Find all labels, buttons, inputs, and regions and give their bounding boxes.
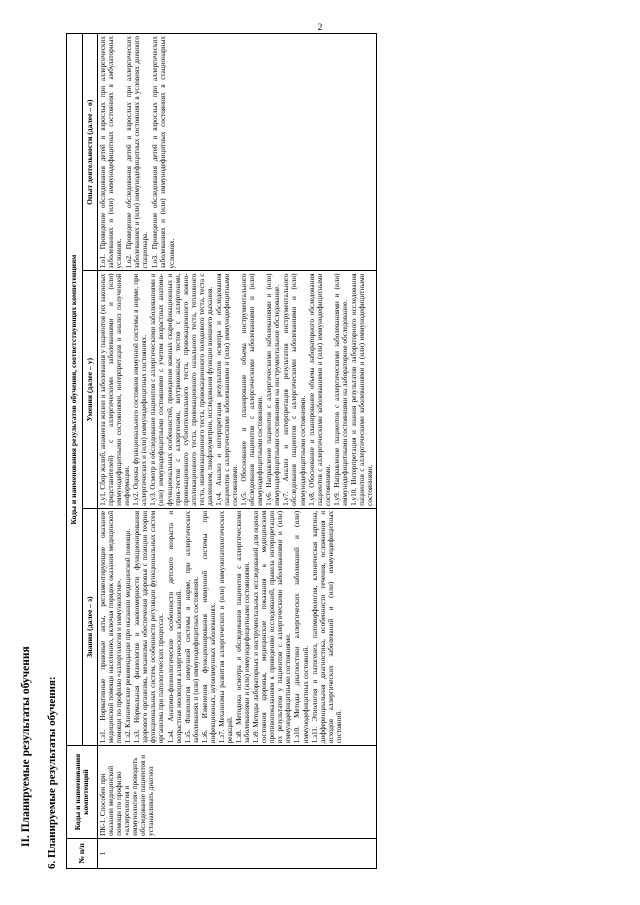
- row-skills: 1.у1. Сбор жалоб, анамнеза жизни и заболевания у пациентов (их законных представителей) с аллергическими заболеваниями и (или) иммунодефицитными состояниями, интерпретация и анализ полученной информации. 1.у2. Оценка функционального состояния иммунной системы в норме, при аллергических и (или) иммунодефицитных состояниях. 1.у3. Осмотр и обследование пациентов с аллергическими заболеваниями и (или) иммунодефицитными состояниями с учетом возрастных анатомо-функциональных особенностей, проведение кожных скарификационных и прик-тестов с аллергенами, внутрикожных тестов с аллергенами, провокационного субэпителиального теста, провокационного кожно-аппликационного теста, провокационного назального теста, тепловного теста, ишемизационного теста, провокационного холодового теста, теста с давлением, пикфлоуметрии, исследования функции внешнего дыхания. 1.у4. Анализ и интерпретация результатов осмотра и обследования пациентов с аллергическими заболеваниями и (или) иммунодефицитными состояниями. 1.у5. Обоснование и планирование объема инструментального обследования пациентов с аллергическими заболеваниями и (или) иммунодефицитными состояниями. 1.у6. Направление пациентов с аллергическими заболеваниями и (или) иммунодефицитными состояниями на инструментальное обследование. 1.у7. Анализ и интерпретация результатов инструментального обследования пациентов с аллергическими заболеваниями и (или) иммунодефицитными состояниями. 1.у8. Обоснование и планирование объема лабораторного обследования пациентов с аллергическими заболеваниями и (или) иммунодефицитными состояниями. 1.у9. Направление пациентов с аллергическими заболеваниями и (или) иммунодефицитными состояниями на лабораторное обследование. 1.у10. Интерпретация и знания результатов лабораторного исследования пациентов с аллергическими заболеваниями и (или) иммунодефицитными состояниями.: [98, 271, 377, 508]
- row-knowledge: 1.з1. Нормативные правовые акты, регламентирующие оказание медицинской помощи населению, включая порядок оказания медицинской помощи по профилю «аллергология и иммунология». 1.з2. Клинические рекомендации при оказании медицинской помощи. 1.з3. Нормальная физиология и закономерности функционирования здорового организма, механизмы обеспечения здоровья с позиции теории функциональных систем, особенности регуляции функциональных систем организма при патологических процессах. 1.з4. Анатомо-физиологические особенности детского возраста и возрастная эволюция аллергических заболеваний. 1.з5. Физиология иммунной системы в норме, при аллергических заболеваниях и (или) иммунодефицитных состояниях. 1.з6. Изменения функционирования иммунной системы при инфекционных, аутоиммунных заболеваниях. 1.з7. Механизмы развития аллергических и (или) иммунопатологических реакций. 1.з8. Методика осмотра и обследования пациентов с аллергическими заболеваниями и (или) иммунодефицитными состояниями. 1.з9. Методы лабораторных и инструментальных исследований для оценки состояния здоровья, медицинские показания к медицинским противопоказаниям к проведению исследований, правила интерпретации их результатов у пациентов с аллергическими заболеваниями и (или) иммунодефицитными состояниями. 1.з10. Методы диагностики аллергических заболеваний и (или) иммунодефицитных состояний. 1.з11. Этиология и патогенез, патоморфология, клиническая картина, дифференциальная диагностика, особенности течения, осложнения и исходов аллергических заболеваний и (или) иммунодефицитных состояний.: [98, 508, 377, 745]
- row-competence: ПК-1. Способен при оказании медицинской помощи по профилю «аллергология и иммунология» проводить обследование пациентов и устанавливать диагноз: [98, 746, 377, 839]
- table-subheader-row: [82, 34, 98, 869]
- page-number: 2: [317, 22, 323, 32]
- row-number: 1: [98, 838, 377, 868]
- header-number: № п/п: [67, 838, 98, 868]
- learning-results-table: [66, 33, 377, 869]
- header-skills: Умения (далее – у): [82, 271, 98, 508]
- table-row: [98, 34, 377, 869]
- header-experience: Опыт деятельности (далее – о): [82, 34, 98, 271]
- table-header-row: [67, 34, 83, 869]
- row-experience: 1.о1. Проведение обследования детей и взрослых при аллергических заболеваниях и (или) иммунодефицитных состояниях в амбулаторных условиях. 1.о2. Проведение обследования детей и взрослых при аллергических заболеваниях и (или) иммунодефицитных состояниях в условиях дневного стационара. 1.о3. Проведение обследования детей и взрослых при аллергических заболеваниях и (или) иммунодефицитных состояниях в стационарных условиях.: [98, 34, 377, 271]
- header-competences: Коды и наименования компетенций: [67, 746, 98, 839]
- header-results: Коды и наименования результатов обучения, соответствующих компетенциям: [67, 34, 83, 746]
- section-heading: II. Планируемые результаты обучения: [20, 646, 32, 847]
- header-knowledge: Знания (далее – з): [82, 508, 98, 745]
- subsection-heading: 6. Планируемые результаты обучения:: [46, 676, 58, 869]
